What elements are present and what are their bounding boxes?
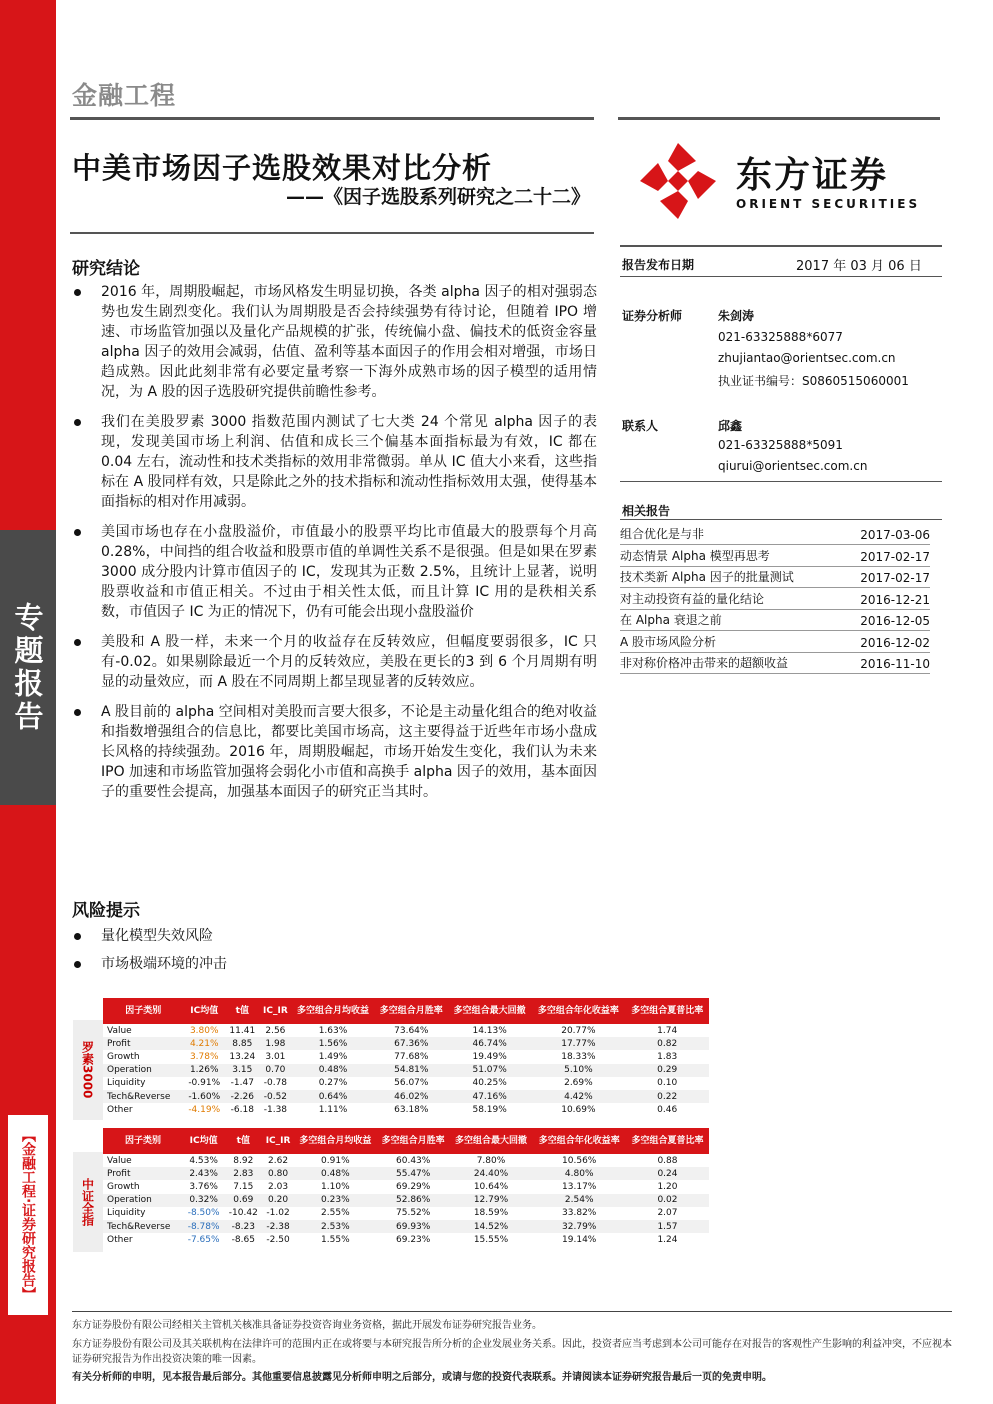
related-report-date: 2017-03-06 xyxy=(860,528,930,542)
table-cell: 1.55% xyxy=(321,1234,350,1245)
table-side-label: 中证全指 xyxy=(73,1152,103,1252)
table-cell: 7.15 xyxy=(233,1181,254,1192)
table-cell: -8.78% xyxy=(183,1220,224,1233)
table-cell: 0.80 xyxy=(262,1167,293,1180)
table-cell: 47.16% xyxy=(448,1090,532,1103)
table-cell: 2.07 xyxy=(657,1208,678,1219)
table-cell: 10.56% xyxy=(562,1155,597,1166)
table-cell: 1.63% xyxy=(318,1025,348,1036)
table-cell: -0.52 xyxy=(260,1090,292,1103)
table-cell: 0.69 xyxy=(224,1194,262,1207)
list-item: A 股目前的 alpha 空间相对美股而言要大很多，不论是主动量化组合的绝对收益和指数增强组合的信息比，都要比美国市场高，这主要得益于近些年市场小盘成长风格的持续强劲。2016 年，周期股崛起，市场开始发生变化，我们认为未来 IPO 加速和市场监管加强将会弱化小市值和高换手 alpha 因子的效用，基本面因子的重要性会提高，加强基本面因子的研究正当其时。 xyxy=(72,702,597,802)
table-cell: 18.59% xyxy=(473,1208,509,1219)
table-cell: 24.40% xyxy=(449,1167,532,1180)
table-cell: 3.78% xyxy=(189,1051,219,1062)
divider xyxy=(70,117,594,120)
column-header: 多空组合月均收益 xyxy=(294,1128,377,1154)
table-cell: 1.49% xyxy=(318,1051,348,1062)
table-row xyxy=(103,1103,709,1116)
related-report-item[interactable] xyxy=(620,567,930,588)
table-cell: 46.74% xyxy=(448,1037,532,1050)
table-cell: 1.74 xyxy=(657,1025,678,1036)
list-item: 美股和 A 股一样，未来一个月的收益存在反转效应，但幅度要弱很多，IC 只有-0.02。如果剔除最近一个月的反转效应，美股在更长的3 到 6 个月周期有明显的动量效应，而 A 股在不同周期上都呈现显著的反转效应。 xyxy=(72,632,597,692)
table-cell: 13.24 xyxy=(229,1051,256,1062)
table-cell: 19.49% xyxy=(472,1051,507,1062)
table-cell: 14.13% xyxy=(472,1025,507,1036)
table-cell: 2.54% xyxy=(533,1194,626,1207)
table-cell: 8.92 xyxy=(233,1155,254,1166)
table-cell: 1.20 xyxy=(657,1181,678,1192)
table-header-row xyxy=(103,998,709,1024)
table-row xyxy=(103,1090,709,1103)
risks-heading: 风险提示 xyxy=(72,901,140,921)
footer-line: 有关分析师的申明，见本报告最后部分。其他重要信息披露见分析师申明之后部分，或请与您的投资代表联系。并请阅读本证券研究报告最后一页的免责申明。 xyxy=(72,1372,772,1383)
related-report-date: 2017-02-17 xyxy=(860,549,930,564)
table-cell: 63.18% xyxy=(394,1104,429,1115)
column-header: 多空组合最大回撤 xyxy=(449,1128,532,1154)
table-cell: 55.47% xyxy=(377,1167,450,1180)
left-sidebar xyxy=(0,0,56,1404)
column-header: 多空组合月均收益 xyxy=(291,998,375,1024)
related-report-title: 在 Alpha 衰退之前 xyxy=(620,613,722,627)
table-cell: 0.22 xyxy=(625,1090,709,1103)
column-header: 因子类别 xyxy=(103,1128,183,1154)
related-report-item[interactable] xyxy=(620,546,930,567)
conclusions-heading: 研究结论 xyxy=(72,259,140,279)
section-tag: 金融工程 xyxy=(72,81,177,110)
divider xyxy=(620,276,942,277)
table-row xyxy=(103,1064,709,1077)
related-report-title: 非对称价格冲击带来的超额收益 xyxy=(620,656,789,670)
table-cell: 46.02% xyxy=(375,1090,448,1103)
list-item: 我们在美股罗素 3000 指数范围内测试了七大类 24 个常见 alpha 因子的表现，发现美国市场上利润、估值和成长三个偏基本面指标最为有效，IC 都在 0.04 左右，流动性和技术类指标的效用非常微弱。单从 IC 值大小来看，这些指标在 A 股同样有效，只是除此之外的技术指标和流动性指标效用太强，使得基本面指标的相对作用减弱。 xyxy=(72,412,597,512)
table-cell: 10.64% xyxy=(473,1181,509,1192)
table-cell: 2.69% xyxy=(564,1078,593,1089)
column-header: 因子类别 xyxy=(103,998,183,1024)
table-cell: 0.23% xyxy=(294,1194,377,1207)
table-cell: 33.82% xyxy=(562,1208,597,1219)
table-cell: 54.81% xyxy=(375,1064,448,1077)
list-item: 美国市场也存在小盘股溢价，市值最小的股票平均比市值最大的股票每个月高 0.28%，中间挡的组合收益和股票市值的单调性关系不是很强。但是如果在罗素 3000 成分股内计算市值因子的 IC，发现其为正数 2.5%，且统计上显著，说明股票收益和市值正相关。不过由于相关性太低，而且计算 IC 用的是秩相关系数，市值因子 IC 为正的情况下，仍有可能会出现小盘股溢价 xyxy=(72,522,597,622)
related-report-title: 对主动投资有益的量化结论 xyxy=(620,591,765,606)
table-cell: 60.43% xyxy=(396,1155,431,1166)
page-title: 中美市场因子选股效果对比分析 xyxy=(72,151,493,185)
table-row xyxy=(103,1167,709,1180)
table-cell: 8.85 xyxy=(225,1037,260,1050)
table-cell: -4.19% xyxy=(188,1104,221,1115)
table-cell: 0.48% xyxy=(291,1064,375,1077)
analyst-phone: 021-63325888*6077 xyxy=(718,330,843,344)
date-value: 2017 年 03 月 06 日 xyxy=(796,259,922,274)
table-cell: 0.29 xyxy=(625,1064,709,1077)
table-cell: 40.25% xyxy=(472,1078,507,1089)
table-cell: 0.70 xyxy=(260,1064,292,1077)
column-header: IC_IR xyxy=(262,1128,293,1154)
factor-table-russell xyxy=(73,998,709,1120)
column-header: 多空组合年化收益率 xyxy=(531,998,625,1024)
footer-divider xyxy=(72,1311,952,1312)
table-cell: 11.41 xyxy=(229,1025,256,1036)
list-item: 2016 年，周期股崛起，市场风格发生明显切换，各类 alpha 因子的相对强弱态势也发生剧烈变化。我们认为周期股是否会持续强势有待讨论，但随着 IPO 增速、市场监管加强以及量化产品规模的扩张，传统偏小盘、偏技术的低资金容量 alpha 因子的效用会减弱，估值、盈利等基本面因子的作用会相对增强，市场日趋成熟。因此此刻非常有必要定量考察一下海外成熟市场的因子模型的适用情况，为 A 股的因子选股研究提供前瞻性参考。 xyxy=(72,282,597,402)
table-cell: Tech&Reverse xyxy=(103,1090,183,1103)
table-row xyxy=(103,1037,709,1050)
column-header: IC均值 xyxy=(183,998,225,1024)
column-header: t值 xyxy=(225,998,260,1024)
table-header-row xyxy=(103,1128,709,1154)
table-cell: 69.23% xyxy=(396,1234,431,1245)
page-subtitle: ——《因子选股系列研究之二十二》 xyxy=(285,186,590,208)
table-cell: 2.83 xyxy=(224,1167,262,1180)
table-cell: 56.07% xyxy=(394,1078,429,1089)
table-cell: 3.76% xyxy=(189,1181,218,1192)
table-row xyxy=(103,1154,709,1167)
contact-email[interactable]: qiurui@orientsec.com.cn xyxy=(718,459,868,473)
table-cell: 67.36% xyxy=(375,1037,448,1050)
analyst-email[interactable]: zhujiantao@orientsec.com.cn xyxy=(718,351,896,365)
related-report-date: 2016-11-10 xyxy=(860,657,930,671)
footer-line: 东方证券股份有限公司经相关主管机关核准具备证券投资咨询业务资格，据此开展发布证券研究报告业务。 xyxy=(72,1320,542,1331)
table-cell: 13.17% xyxy=(562,1181,597,1192)
table-cell: Value xyxy=(107,1025,132,1036)
contact-name: 邱鑫 xyxy=(718,419,743,433)
table-cell: 1.56% xyxy=(291,1037,375,1050)
table-cell: -8.50% xyxy=(187,1208,220,1219)
table-cell: 1.10% xyxy=(321,1181,350,1192)
table-cell: 75.52% xyxy=(396,1208,431,1219)
table-cell: Profit xyxy=(103,1167,183,1180)
table-cell: -10.42 xyxy=(228,1208,258,1219)
table-cell: 0.24 xyxy=(626,1167,709,1180)
table-cell: 2.03 xyxy=(268,1181,289,1192)
divider xyxy=(620,481,942,482)
related-report-date: 2016-12-21 xyxy=(860,592,930,607)
table-cell: 5.10% xyxy=(531,1064,625,1077)
table-cell: 2.43% xyxy=(183,1167,224,1180)
table-cell: -2.38 xyxy=(262,1220,293,1233)
table-cell: 0.20 xyxy=(262,1194,293,1207)
table-cell: 4.42% xyxy=(531,1090,625,1103)
contact-phone: 021-63325888*5091 xyxy=(718,438,843,452)
table-cell: 7.80% xyxy=(476,1155,506,1166)
column-header: 多空组合月胜率 xyxy=(377,1128,450,1154)
list-item: 量化模型失效风险 xyxy=(72,926,597,946)
analyst-name: 朱剑涛 xyxy=(718,309,755,323)
table-cell: 1.98 xyxy=(260,1037,292,1050)
table-cell: 73.64% xyxy=(394,1025,429,1036)
table-row xyxy=(103,1194,709,1207)
table-row xyxy=(103,1220,709,1233)
date-label: 报告发布日期 xyxy=(622,258,695,272)
table-cell: 1.83 xyxy=(657,1051,678,1062)
table-cell: 77.68% xyxy=(394,1051,429,1062)
table-cell: -2.26 xyxy=(225,1090,260,1103)
table-cell: 4.53% xyxy=(189,1155,218,1166)
table-cell: 2.55% xyxy=(321,1208,350,1219)
table-cell: Other xyxy=(107,1104,133,1115)
table-cell: -1.38 xyxy=(263,1104,288,1115)
table-cell: Growth xyxy=(107,1051,140,1062)
table-row xyxy=(103,1050,709,1063)
footer-line: 东方证券股份有限公司及其关联机构在法律许可的范围内正在或将要与本研究报告所分析的企业发展业务关系。因此，投资者应当考虑到本公司可能存在对报告的客观性产生影响的利益冲突，不应视本证券研究报告为作出投资决策的唯一因素。 xyxy=(72,1339,952,1365)
table-row xyxy=(103,1024,709,1037)
divider xyxy=(70,232,594,234)
table-cell: 1.24 xyxy=(657,1234,678,1245)
divider xyxy=(620,519,942,520)
table-cell: Tech&Reverse xyxy=(103,1220,183,1233)
table-cell: 2.56 xyxy=(265,1025,286,1036)
table-cell: Profit xyxy=(103,1037,183,1050)
table-cell: 17.77% xyxy=(531,1037,625,1050)
table-cell: 0.91% xyxy=(321,1155,350,1166)
table-cell: -8.23 xyxy=(224,1220,262,1233)
related-report-date: 2017-02-17 xyxy=(860,571,930,585)
table-cell: 0.02 xyxy=(626,1194,709,1207)
table-cell: 3.15 xyxy=(225,1064,260,1077)
related-report-date: 2016-12-02 xyxy=(860,635,930,650)
column-header: IC_IR xyxy=(260,998,292,1024)
table-cell: Operation xyxy=(103,1194,183,1207)
related-report-date: 2016-12-05 xyxy=(860,614,930,628)
table-cell: -1.47 xyxy=(230,1078,254,1089)
table-cell: 69.29% xyxy=(396,1181,431,1192)
column-header: t值 xyxy=(224,1128,262,1154)
conclusions-list xyxy=(72,282,597,812)
related-report-title: 组合优化是与非 xyxy=(620,527,705,541)
table-cell: 3.80% xyxy=(189,1025,219,1036)
table-cell: 14.52% xyxy=(449,1220,532,1233)
related-report-title: 技术类新 Alpha 因子的批量测试 xyxy=(620,570,794,584)
table-cell: 0.82 xyxy=(625,1037,709,1050)
table-cell: 52.86% xyxy=(377,1194,450,1207)
table-cell: 0.10 xyxy=(657,1078,678,1089)
table-cell: Liquidity xyxy=(107,1078,146,1089)
table-cell: 0.27% xyxy=(318,1078,348,1089)
list-item: 市场极端环境的冲击 xyxy=(72,954,597,974)
column-header: 多空组合年化收益率 xyxy=(533,1128,626,1154)
table-cell: 1.57 xyxy=(626,1220,709,1233)
related-report-title: A 股市场风险分析 xyxy=(620,634,717,649)
table-cell: 18.33% xyxy=(561,1051,596,1062)
table-cell: 32.79% xyxy=(533,1220,626,1233)
table-row xyxy=(103,1180,709,1193)
logo-mark-icon xyxy=(640,143,716,219)
column-header: 多空组合最大回撤 xyxy=(448,998,532,1024)
related-report-item[interactable] xyxy=(620,610,930,631)
table-cell: Value xyxy=(107,1155,132,1166)
table-cell: 1.26% xyxy=(183,1064,225,1077)
related-report-title: 动态情景 Alpha 模型再思考 xyxy=(620,548,770,563)
table-row xyxy=(103,1233,709,1246)
table-cell: 2.62 xyxy=(268,1155,289,1166)
related-report-item[interactable] xyxy=(620,524,930,545)
report-type-label: 专题报告 xyxy=(0,530,56,805)
factor-table-csi xyxy=(73,1128,709,1252)
table-cell: -8.65 xyxy=(231,1234,255,1245)
company-logo xyxy=(640,143,940,213)
table-cell: Operation xyxy=(103,1064,183,1077)
contact-label: 联系人 xyxy=(622,419,659,433)
table-cell: -0.91% xyxy=(188,1078,221,1089)
table-cell: 15.55% xyxy=(473,1234,509,1245)
sidebar-red-top xyxy=(0,0,56,530)
table-row xyxy=(103,1207,709,1220)
table-cell: 3.01 xyxy=(265,1051,286,1062)
divider xyxy=(620,245,942,247)
table-cell: 0.88 xyxy=(657,1155,678,1166)
table-cell: -7.65% xyxy=(187,1234,220,1245)
table-cell: Liquidity xyxy=(107,1208,146,1219)
column-header: 多空组合夏普比率 xyxy=(626,1128,709,1154)
related-report-item[interactable] xyxy=(620,632,930,653)
divider xyxy=(618,117,940,120)
column-header: 多空组合月胜率 xyxy=(375,998,448,1024)
table-cell: 20.77% xyxy=(561,1025,596,1036)
table-cell: 12.79% xyxy=(449,1194,532,1207)
table-row xyxy=(103,1077,709,1090)
table-cell: 0.46 xyxy=(657,1104,678,1115)
table-cell: 19.14% xyxy=(562,1234,597,1245)
logo-text-en: ORIENT SECURITIES xyxy=(736,197,921,211)
table-cell: 69.93% xyxy=(377,1220,450,1233)
table-side-label: 罗素3000 xyxy=(73,1020,103,1120)
table-cell: 0.48% xyxy=(294,1167,377,1180)
related-heading: 相关报告 xyxy=(622,504,671,518)
table-cell: Growth xyxy=(107,1181,140,1192)
table-cell: 0.32% xyxy=(183,1194,224,1207)
column-header: 多空组合夏普比率 xyxy=(625,998,709,1024)
table-cell: 4.80% xyxy=(533,1167,626,1180)
analyst-cert: 执业证书编号：S0860515060001 xyxy=(718,374,909,388)
column-header: IC均值 xyxy=(183,1128,224,1154)
table-cell: 1.11% xyxy=(318,1104,348,1115)
table-cell: 10.69% xyxy=(561,1104,596,1115)
related-report-item[interactable] xyxy=(620,653,930,674)
table-cell: -1.60% xyxy=(183,1090,225,1103)
table-cell: 51.07% xyxy=(448,1064,532,1077)
table-cell: -2.50 xyxy=(266,1234,290,1245)
table-cell: -6.18 xyxy=(230,1104,254,1115)
logo-text-cn: 东方证券 xyxy=(736,155,889,196)
sidebar-tag: 【金融工程·证券研究报告】 xyxy=(8,1115,48,1315)
table-cell: 2.53% xyxy=(294,1220,377,1233)
table-cell: 0.64% xyxy=(291,1090,375,1103)
table-cell: Other xyxy=(107,1234,133,1245)
analyst-label: 证券分析师 xyxy=(622,309,683,323)
risks-list xyxy=(72,926,597,984)
table-cell: -0.78 xyxy=(263,1078,288,1089)
table-cell: -1.02 xyxy=(266,1208,290,1219)
table-cell: 58.19% xyxy=(472,1104,507,1115)
table-cell: 4.21% xyxy=(183,1037,225,1050)
related-report-item[interactable] xyxy=(620,589,930,610)
